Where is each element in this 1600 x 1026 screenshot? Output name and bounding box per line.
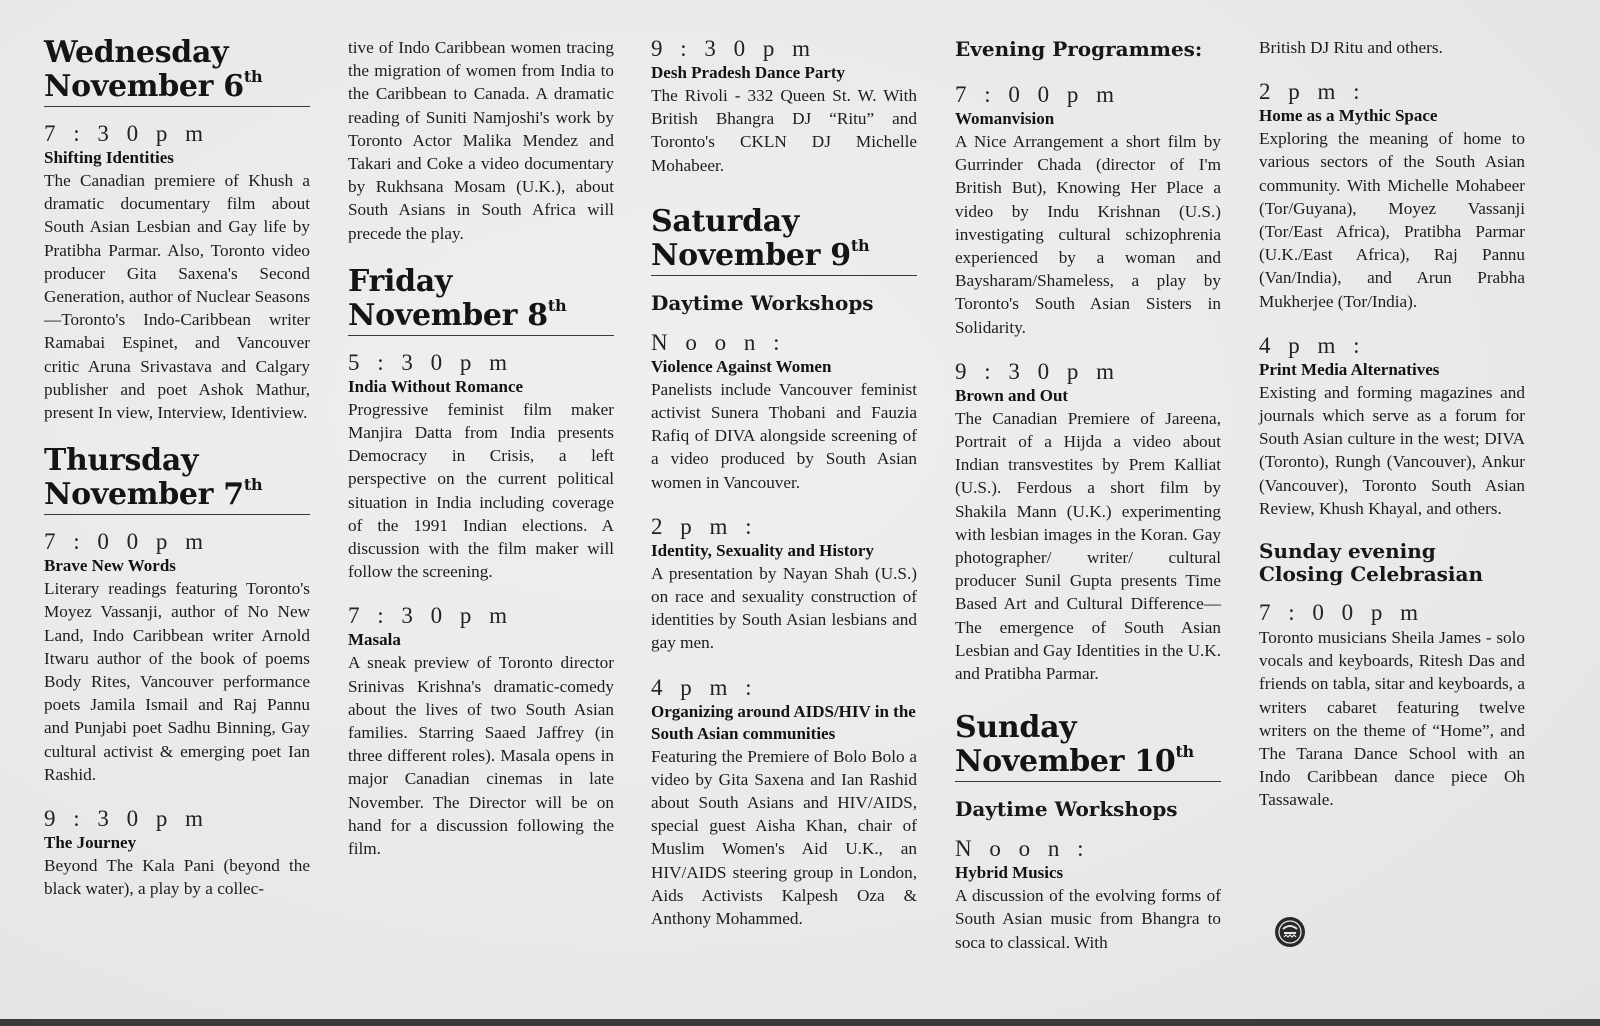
date-suffix: th [547, 295, 567, 315]
event-time: 9 : 3 0 p m [651, 36, 817, 61]
event-india-without-romance [348, 350, 614, 584]
event-masala [348, 603, 614, 860]
event-time: 7 : 0 0 p m [1259, 600, 1425, 626]
date-suffix: th [243, 475, 263, 495]
event-the-journey [44, 806, 310, 900]
event-title: India Without Romance [348, 376, 524, 396]
event-title: Home as a Mythic Space [1259, 106, 1438, 126]
event-time: 2 p m : [1259, 79, 1366, 105]
event-description: Panelists include Vancouver feminist activist Sunera Thobani and Fauzia Rafiq of DIVA alongside screening of a video produced by South Asian women in Vancouver. [651, 379, 917, 492]
event-time: N o o n : [651, 329, 786, 355]
day-name: Wednesday [44, 35, 229, 70]
event-description: Literary readings featuring Toronto's Moyez Vassanji, author of No New Land, Indo Caribbean writer Arnold Itwaru author of the book of poems Body Rites, Vancouver performance poets Jamila Ismail and Raj Pannu and Punjabi poet Sadhu Binning, Gay cultural activist & emerging poet Ian Rashid. [44, 579, 310, 784]
section-heading-daytime-workshops: Daytime Workshops [955, 797, 1178, 822]
column-2 [348, 36, 614, 880]
event-description: A presentation by Nayan Shah (U.S.) on race and sexuality construction of identities by South Asian lesbians and gay men. [651, 563, 917, 653]
event-title: The Journey [44, 833, 137, 853]
event-hybrid-musics [955, 836, 1221, 954]
event-description: Featuring the Premiere of Bolo Bolo a video by Gita Saxena and Ian Rashid about South Asians and HIV/AIDS, special guest Aisha Khan, chair of Muslim Women's Aid U.K., an HIV/AIDS steering group in London, Aids Activists Kalpesh Oza & Anthony Mohammed. [651, 746, 917, 929]
date-suffix: th [850, 235, 870, 255]
event-description: Existing and forming magazines and journals which serve as a forum for South Asian culture in the west; DIVA (Toronto), Rungh (Vancouver), Ankur (Vancouver), Toronto South Asian Review, Khush Khayal, and others. [1259, 382, 1525, 518]
continued-text [1259, 36, 1525, 59]
day-name: Sunday [955, 710, 1077, 746]
day-heading-thursday [44, 444, 310, 515]
event-title: Hybrid Musics [955, 863, 1064, 883]
event-organizing-aids-hiv [651, 675, 917, 931]
event-description: Progressive feminist film maker Manjira Datta from India presents Democracy in Crisis, a left perspective on the current political situation in India including coverage of the 1991 Indian elections. A discussion with the film maker will follow the screening. [348, 399, 614, 582]
event-violence-against-women [651, 330, 917, 494]
event-description: Beyond The Kala Pani (beyond the black water), a play by a collec- [44, 856, 310, 899]
continued-text [348, 36, 614, 245]
event-time: 9 : 3 0 p m [44, 806, 210, 832]
event-womanvision [955, 82, 1221, 339]
event-title: Womanvision [955, 109, 1055, 128]
event-title: Shifting Identities [44, 148, 174, 167]
day-date: November 10 [955, 744, 1176, 780]
event-time: 5 : 3 0 p m [348, 349, 514, 375]
event-description: Exploring the meaning of home to various sectors of the South Asian community. With Michelle Mohabeer (Tor/Guyana), Moyez Vassanji (Tor/East Africa), Pratibha Parmar (U.K./East Africa), Raj Pannu (Van/India), and Arun Prabha Mukherjee (Tor/India). [1259, 129, 1525, 311]
day-heading-wednesday [44, 36, 310, 107]
continued-description: tive of Indo Caribbean women tracing the migration of women from India to the Caribbean to Canada. A dramatic reading of Suniti Namjoshi's work by Toronto Actor Malika Mendez and Takari and Coke a video documentary by Rukhsana Mosam (U.K.), about South Asians in South Africa will precede the play. [348, 38, 614, 243]
event-title: Identity, Sexuality and History [651, 540, 874, 560]
event-brave-new-words [44, 529, 310, 786]
event-time: 7 : 3 0 p m [44, 121, 210, 146]
day-name: Friday [348, 263, 453, 299]
emblem-seal-icon [1273, 915, 1307, 949]
column-4 [955, 36, 1221, 974]
page-bottom-edge [0, 1019, 1600, 1026]
event-title: Masala [348, 630, 401, 650]
event-shifting-identities [44, 121, 310, 424]
event-time: 7 : 0 0 p m [44, 529, 210, 555]
event-dance-party [651, 36, 917, 177]
day-date: November 7 [44, 477, 244, 513]
event-title: Brave New Words [44, 556, 176, 576]
event-print-media-alternatives [1259, 333, 1525, 520]
event-description: The Rivoli - 332 Queen St. W. With British Bhangra DJ “Ritu” and Toronto's CKLN DJ Michelle Mohabeer. [651, 86, 917, 175]
event-brown-and-out [955, 359, 1221, 685]
event-title: Brown and Out [955, 385, 1069, 405]
column-1 [44, 36, 310, 920]
event-title: Print Media Alternatives [1259, 359, 1440, 379]
event-title: Violence Against Women [651, 356, 832, 376]
event-time: 2 p m : [651, 513, 758, 539]
event-time: 4 p m : [1259, 332, 1366, 358]
date-suffix: th [1175, 742, 1194, 762]
section-heading-closing-celebrasian: Sunday evening Closing Celebrasian [1259, 539, 1484, 587]
event-time: 9 : 3 0 p m [955, 358, 1121, 384]
event-time: 7 : 0 0 p m [955, 82, 1121, 107]
event-title: Desh Pradesh Dance Party [651, 63, 846, 82]
continued-description: British DJ Ritu and others. [1259, 38, 1443, 57]
date-suffix: th [243, 67, 263, 86]
day-name: Saturday [651, 203, 800, 239]
day-date: November 8 [348, 297, 548, 333]
event-title: Organizing around AIDS/HIV in the South Asian communities [651, 701, 916, 743]
column-3 [651, 36, 917, 950]
event-description: Toronto musicians Sheila James - solo vocals and keyboards, Ritesh Das and friends on tabla, sitar and keyboards, a writers cabaret featuring twelve writers on the theme of “Home”, and The Tarana Dance School with an Indo Caribbean dance piece Oh Tassawale. [1259, 628, 1525, 810]
day-heading-sunday [955, 711, 1221, 782]
event-description: The Canadian Premiere of Jareena, Portrait of a Hijda a video about Indian transvestites by Prem Kalliat (U.S.). Ferdous a short film by Shakila Mann (U.K.) experimenting with lesbian images in the Koran. Gay photographer/ writer/ cultural producer Sunil Gupta presents Time Based Art and Cultural Difference—The emergence of South Asian Lesbian and Gay Identities in the U.K. and Pratibha Parmar. [955, 408, 1221, 684]
event-time: 4 p m : [651, 674, 758, 700]
event-home-mythic-space [1259, 79, 1525, 313]
section-heading-daytime-workshops: Daytime Workshops [651, 290, 874, 315]
day-date: November 9 [651, 237, 851, 273]
day-heading-saturday [651, 205, 917, 276]
section-heading-evening-programmes: Evening Programmes: [955, 37, 1203, 61]
day-name: Thursday [44, 443, 199, 479]
event-time: 7 : 3 0 p m [348, 603, 514, 629]
event-description: A sneak preview of Toronto director Srinivas Krishna's dramatic-comedy about the lives of two South Asian families. Starring Saaed Jaffrey (in three different roles). Masala opens in major Canadian cinemas in late November. The Director will be on hand for a discussion following the film. [348, 653, 614, 859]
event-closing-celebration [1259, 600, 1525, 812]
event-description: The Canadian premiere of Khush a dramatic documentary film about South Asian Lesbian and Gay life by Pratibha Parmar. Also, Toronto video producer Gita Saxena's Second Generation, author of Nuclear Seasons—Toronto's Indo-Caribbean writer Ramabai Espinet, and Vancouver critic Aruna Srivastava and Calgary publisher and poet Ashok Mathur, present In view, Interview, Identiview. [44, 171, 310, 423]
day-date: November 6 [44, 69, 244, 104]
column-5 [1259, 36, 1525, 832]
day-heading-friday [348, 265, 614, 336]
event-description: A Nice Arrangement a short film by Gurrinder Chada (director of I'm British But), Knowing Her Place a video by Indu Krishnan (U.S.) investigating cultural schizophrenia experienced by a woman and Baysharam/Shameless, a play by Toronto's South Asian Sisters in Solidarity. [955, 132, 1221, 337]
event-time: N o o n : [955, 836, 1090, 862]
event-description: A discussion of the evolving forms of South Asian music from Bhangra to soca to classical. With [955, 886, 1221, 952]
event-identity-sexuality-history [651, 514, 917, 655]
